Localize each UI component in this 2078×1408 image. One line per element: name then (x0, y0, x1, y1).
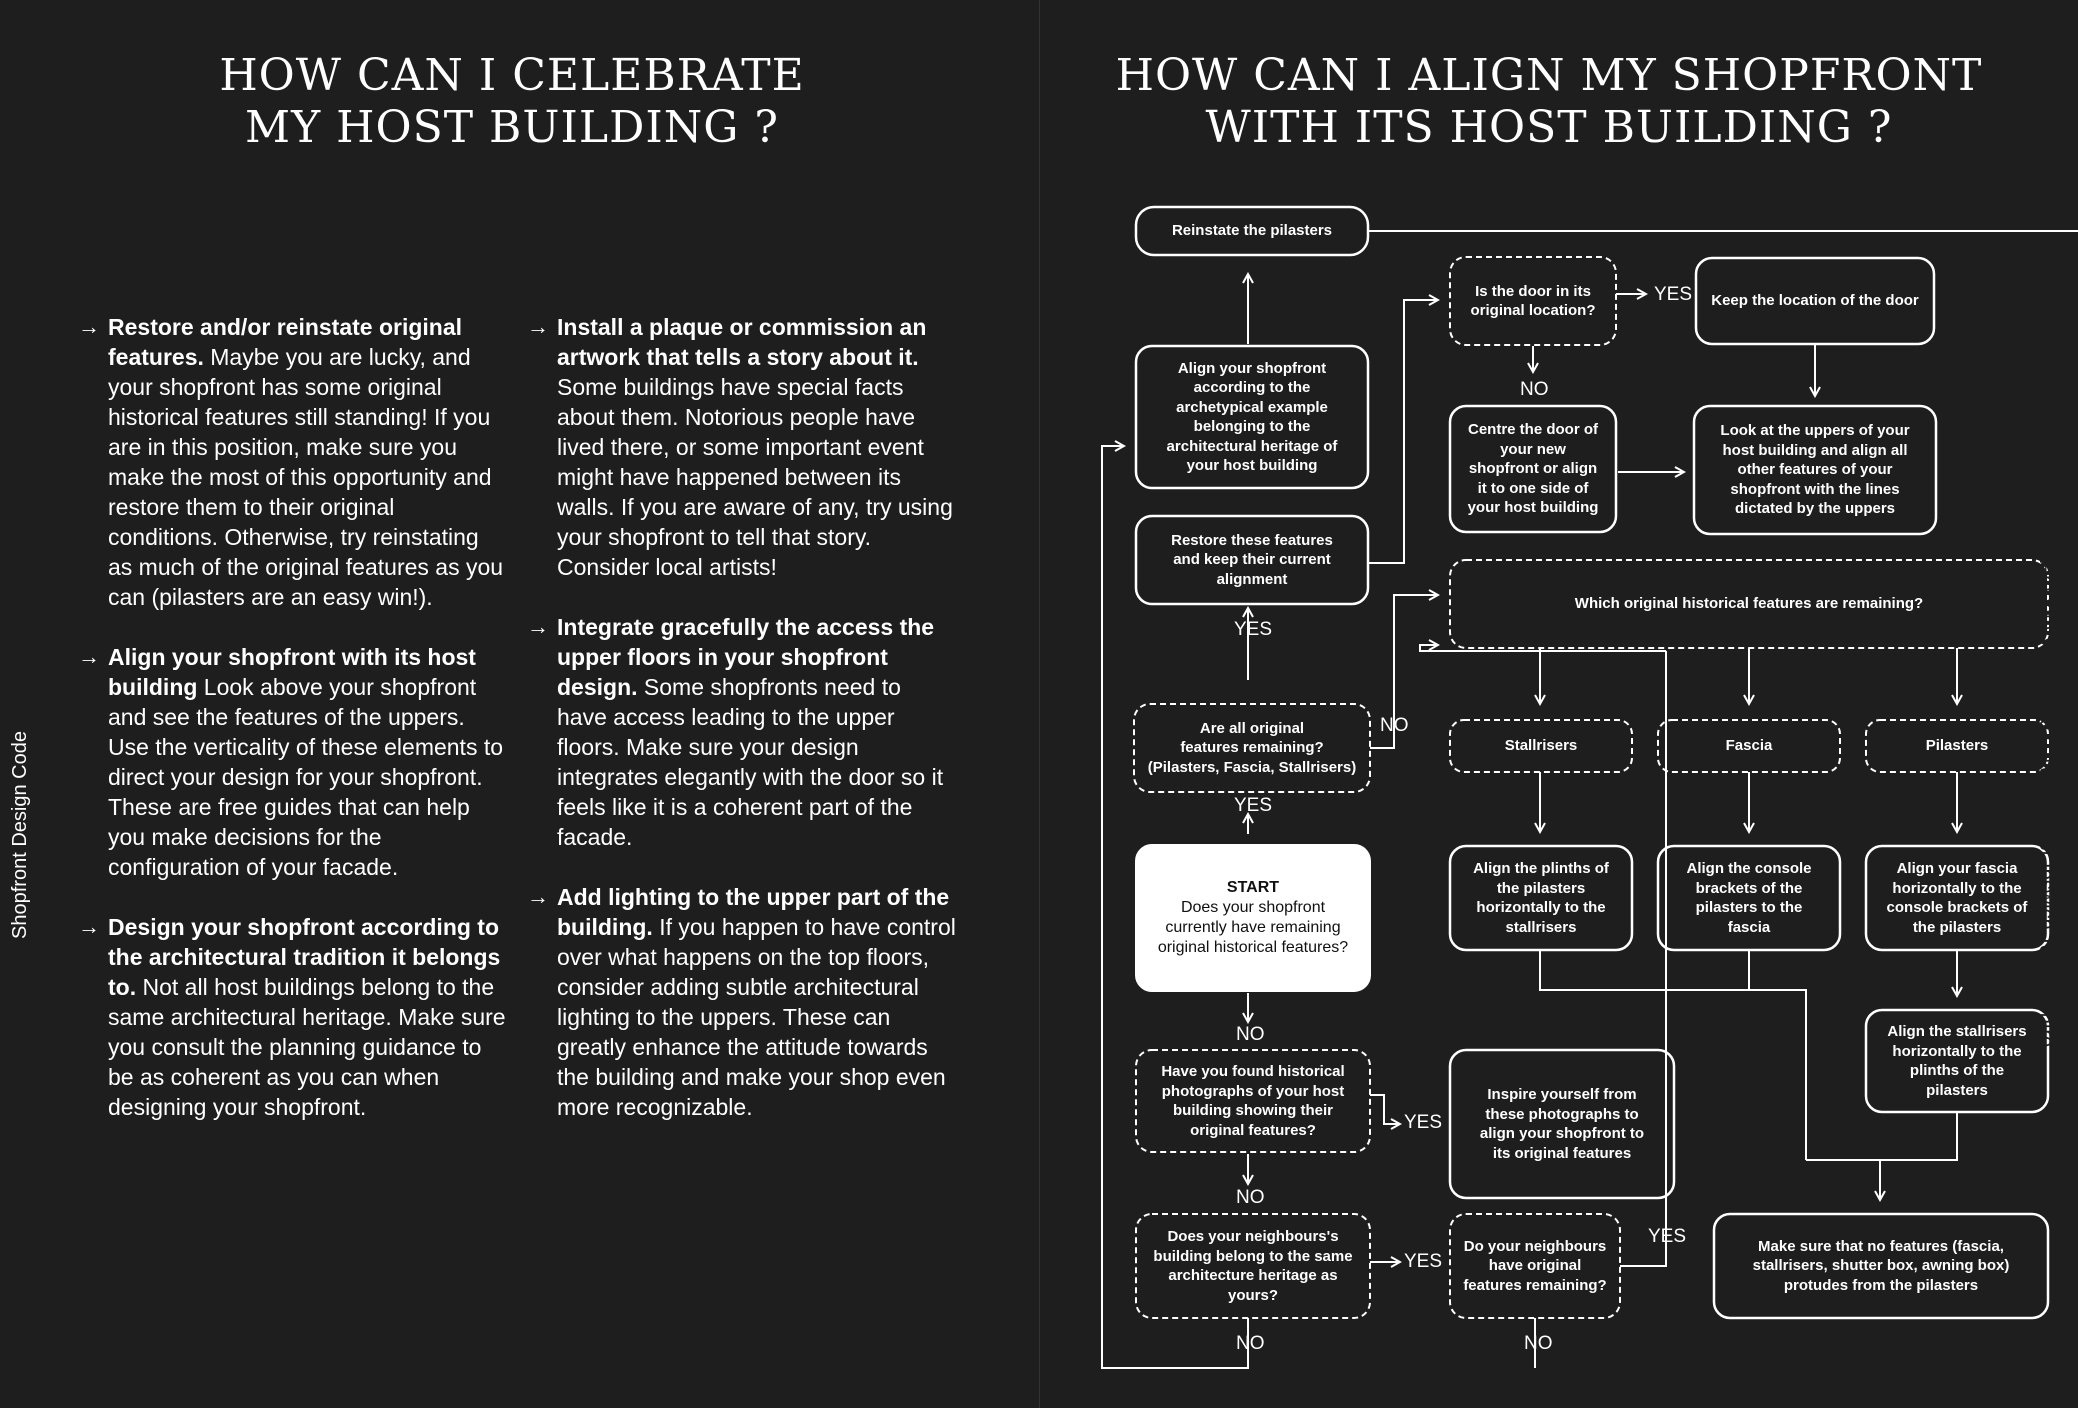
node-centre-door: Centre the door of your new shopfront or align it to one side of your host building (1467, 421, 1599, 517)
tip-title: Design your shopfront according to the architectural tradition it belongs to. (108, 914, 501, 1000)
tip-body: Maybe you are lucky, and your shopfront has some original historical features still standing! If you are in this position, make sure you make the most of this opportunity and restore them to their original conditions. Otherwise, try reinstating as much of the original features as you can (pilasters are an easy win!). (108, 344, 504, 610)
tip-body: Not all host buildings belong to the same architectural heritage. Make sure you consult the planning guidance to be as coherent as you can when designing your shopfront. (108, 974, 506, 1120)
node-photos-question: Have you found historical photographs of your host building showing their original features? (1161, 1063, 1345, 1139)
label-yes-all-remaining: YES (1234, 619, 1273, 640)
node-align-fascia: Align your fascia horizontally to the console brackets of the pilasters (1886, 860, 2028, 936)
tip-align-host-building (78, 642, 508, 882)
node-neighbours-features-question: Do your neighbours have original features remaining? (1463, 1237, 1607, 1294)
question-line-2: features remaining? (1180, 739, 1324, 757)
node-look-uppers: Look at the uppers of your host building and align all other features of your shopfront with the lines dictated by the uppers (1720, 422, 1910, 518)
node-align-plinths: Align the plinths of the pilasters horizontally to the stallrisers (1473, 860, 1609, 936)
label-yes-photos: YES (1404, 1112, 1443, 1133)
tip-body: Look above your shopfront and see the features of the uppers. Use the verticality of these elements to direct your design for your shopfront. These are free guides that can help you make decisions for the configuration of your facade. (108, 674, 504, 880)
tip-title: Align your shopfront with its host building (108, 644, 476, 700)
tip-upper-floor-access (527, 612, 957, 852)
left-spine-text: Shopfront Design Code (9, 731, 31, 939)
tip-title: Install a plaque or commission an artwork that tells a story about it. (557, 314, 927, 370)
label-yes-door: YES (1654, 284, 1693, 305)
node-which-features-question: Which original historical features are remaining? (1574, 595, 1924, 613)
start-question: Does your shopfront currently have remaining original historical features? (1157, 899, 1349, 956)
tip-body: Some shopfronts need to have access leading to the upper floors. Make sure your design integrates elegantly with the door so it feels like it is a coherent part of the facade. (557, 674, 944, 850)
right-title-line-1: HOW CAN I ALIGN MY SHOPFRONT (1115, 50, 1983, 101)
start-label: START (1226, 879, 1280, 896)
arrow-right-icon: → (78, 644, 100, 669)
node-stallrisers: Stallrisers (1504, 737, 1578, 755)
label-no-start: NO (1236, 1024, 1265, 1045)
node-pilasters: Pilasters (1925, 737, 1989, 755)
question-line-1: Are all original (1199, 719, 1305, 737)
node-fascia: Fascia (1725, 737, 1773, 755)
left-page-title (0, 50, 1024, 154)
tips-column-left (78, 312, 508, 1152)
right-page (1040, 0, 2078, 1408)
arrow-right-icon: → (78, 314, 100, 339)
left-title-line-1: HOW CAN I CELEBRATE (219, 50, 805, 101)
label-no-neighbours-features: NO (1524, 1333, 1553, 1354)
right-title-line-2: WITH ITS HOST BUILDING ? (1205, 102, 1893, 153)
node-align-stallrisers: Align the stallrisers horizontally to the plinths of the pilasters (1887, 1023, 2027, 1099)
label-yes-start: YES (1234, 795, 1273, 816)
tip-restore-features (78, 312, 508, 612)
tip-title: Integrate gracefully the access the upper floors in your shopfront design. (557, 614, 935, 700)
node-no-protrude: Make sure that no features (fascia, stallrisers, shutter box, awning box) protudes from the pilasters (1752, 1237, 2010, 1294)
node-align-console: Align the console brackets of the pilasters to the fascia (1686, 860, 1812, 936)
node-restore-features: Restore these features and keep their current alignment (1171, 531, 1333, 588)
question-line-3: (Pilasters, Fascia, Stallrisers) (1147, 758, 1357, 776)
left-title-line-2: MY HOST BUILDING ? (245, 102, 779, 153)
tip-upper-lighting (527, 882, 957, 1122)
node-align-archetypal: Align your shopfront according to the archetypical example belonging to the architectural heritage of your host building (1166, 359, 1338, 474)
label-no-photos: NO (1236, 1187, 1265, 1208)
tip-title: Restore and/or reinstate original features. (108, 314, 463, 370)
tip-body: If you happen to have control over what happens on the top floors, consider adding subtle architectural lighting to the uppers. These can greatly enhance the attitude towards the building and make your shop even more recognizable. (557, 914, 956, 1120)
tips-column-right (527, 312, 957, 1152)
tip-plaque-artwork (527, 312, 957, 582)
node-inspire-photos: Inspire yourself from these photographs to align your shopfront to its original features (1479, 1086, 1645, 1162)
node-start (1136, 845, 1370, 991)
node-all-remaining-question (1134, 704, 1370, 792)
tip-title: Add lighting to the upper part of the building. (557, 884, 950, 940)
arrow-right-icon: → (78, 914, 100, 939)
right-spine-text: Supplementary Planning Guidance For Ipswich Town Centre (2035, 512, 2057, 1048)
arrow-right-icon: → (527, 614, 549, 639)
node-keep-door: Keep the location of the door (1711, 292, 1919, 310)
label-no-all-remaining: NO (1380, 715, 1409, 736)
arrow-right-icon: → (527, 884, 549, 909)
node-door-question: Is the door in its original location? (1470, 282, 1596, 319)
tip-architectural-tradition (78, 912, 508, 1122)
label-yes-neighbours-features: YES (1648, 1226, 1687, 1247)
node-neighbours-heritage-question: Does your neighbours's building belong to the same architecture heritage as yours? (1153, 1228, 1353, 1304)
label-yes-neighbours-heritage: YES (1404, 1251, 1443, 1272)
arrow-right-icon: → (527, 314, 549, 339)
label-no-neighbours-heritage: NO (1236, 1333, 1265, 1354)
tip-body: Some buildings have special facts about them. Notorious people have lived there, or some important event might have happened between its walls. If you are aware of any, try using your shopfront to tell that story. Consider local artists! (557, 374, 953, 580)
label-no-door: NO (1520, 379, 1549, 400)
node-reinstate-pilasters: Reinstate the pilasters (1171, 222, 1333, 240)
